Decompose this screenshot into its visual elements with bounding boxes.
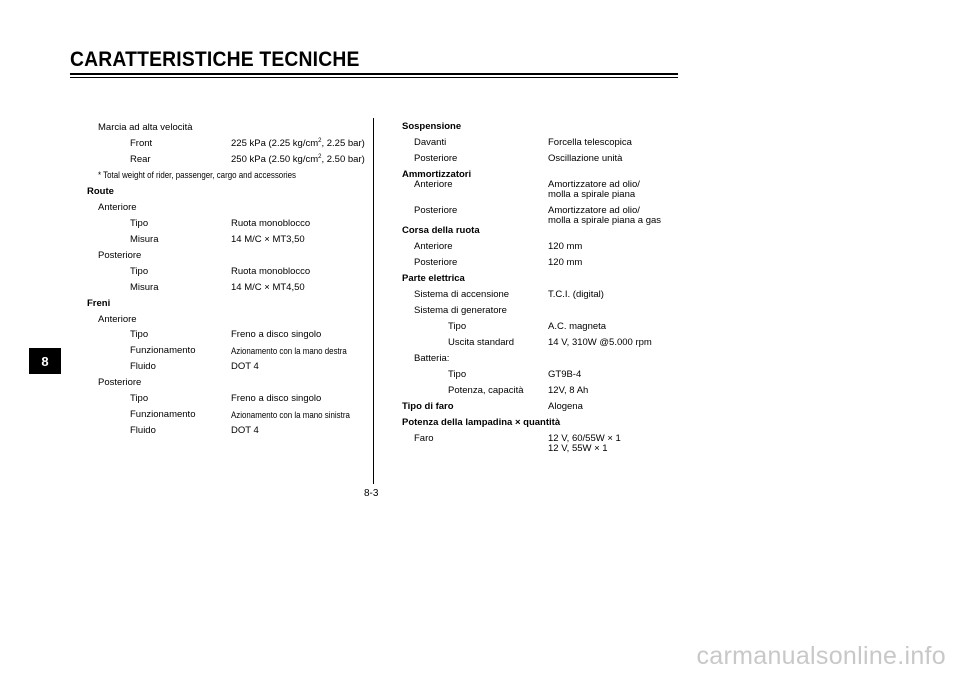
spec-label: Funzionamento bbox=[130, 409, 196, 420]
spec-label: Anteriore bbox=[414, 241, 453, 252]
spec-value: Oscillazione unità bbox=[548, 153, 623, 164]
spec-value: 14 M/C × MT4,50 bbox=[231, 282, 305, 293]
spec-value: GT9B-4 bbox=[548, 369, 582, 380]
section-heading: Freni bbox=[87, 298, 111, 309]
section-heading: Potenza della lampadina × quantità bbox=[402, 417, 561, 428]
section-heading: Tipo di faro bbox=[402, 401, 454, 412]
spec-value: 12 V, 55W × 1 bbox=[548, 443, 608, 454]
spec-label: Sistema di accensione bbox=[414, 289, 510, 300]
header-rule-thick bbox=[70, 73, 678, 75]
spec-label: Funzionamento bbox=[130, 345, 196, 356]
spec-label: Anteriore bbox=[414, 179, 453, 190]
spec-value: Alogena bbox=[548, 401, 583, 412]
spec-label: Misura bbox=[130, 282, 159, 293]
spec-label: Posteriore bbox=[414, 205, 458, 216]
spec-label: Tipo bbox=[448, 369, 467, 380]
spec-label: Tipo bbox=[130, 393, 149, 404]
section-heading: Ammortizzatori bbox=[402, 169, 472, 180]
spec-label: Anteriore bbox=[98, 202, 137, 213]
spec-value: Forcella telescopica bbox=[548, 137, 632, 148]
spec-value: Ruota monoblocco bbox=[231, 266, 311, 277]
chapter-tab: 8 bbox=[29, 348, 61, 374]
spec-value: Ruota monoblocco bbox=[231, 218, 311, 229]
section-heading: Route bbox=[87, 186, 114, 197]
section-heading: Corsa della ruota bbox=[402, 225, 480, 236]
spec-label: Marcia ad alta velocità bbox=[98, 122, 193, 133]
spec-label: Uscita standard bbox=[448, 337, 515, 348]
spec-label: Batteria: bbox=[414, 353, 450, 364]
spec-label: Misura bbox=[130, 234, 159, 245]
spec-value: 12 V, 60/55W × 1 bbox=[548, 433, 621, 444]
spec-value: Azionamento con la mano sinistra bbox=[231, 410, 350, 420]
spec-label: Tipo bbox=[448, 321, 467, 332]
spec-value: 225 kPa (2.25 $kg/cm^2$, 2.25 bar) bbox=[231, 137, 365, 149]
spec-value: molla a spirale piana a gas bbox=[548, 215, 662, 226]
spec-value: Azionamento con la mano destra bbox=[231, 346, 347, 356]
spec-label: Rear bbox=[130, 154, 151, 165]
section-heading: Sospensione bbox=[402, 121, 462, 132]
spec-value: 14 V, 310W @5.000 rpm bbox=[548, 337, 652, 348]
header-rule-thin bbox=[70, 77, 678, 78]
page-number: 8-3 bbox=[364, 488, 379, 499]
spec-value: 14 M/C × MT3,50 bbox=[231, 234, 305, 245]
spec-value: 250 kPa (2.50 $kg/cm^2$, 2.50 bar) bbox=[231, 153, 365, 165]
spec-label: Front bbox=[130, 138, 153, 149]
spec-value: DOT 4 bbox=[231, 361, 259, 372]
spec-label: Davanti bbox=[414, 137, 447, 148]
watermark: carmanualsonline.info bbox=[696, 642, 946, 670]
spec-value: Amortizzatore ad olio/ bbox=[548, 205, 640, 216]
spec-label: Tipo bbox=[130, 266, 149, 277]
spec-value: DOT 4 bbox=[231, 425, 259, 436]
spec-label: Faro bbox=[414, 433, 434, 444]
spec-label: Posteriore bbox=[98, 250, 142, 261]
spec-label: Tipo bbox=[130, 329, 149, 340]
spec-label: Posteriore bbox=[98, 377, 142, 388]
spec-label: Anteriore bbox=[98, 314, 137, 325]
spec-value: Amortizzatore ad olio/ bbox=[548, 179, 640, 190]
spec-value: Freno a disco singolo bbox=[231, 393, 322, 404]
footnote: * Total weight of rider, passenger, cargo and accessories bbox=[98, 170, 296, 180]
spec-value: Freno a disco singolo bbox=[231, 329, 322, 340]
spec-value: A.C. magneta bbox=[548, 321, 607, 332]
section-heading: Parte elettrica bbox=[402, 273, 465, 284]
spec-label: Posteriore bbox=[414, 153, 458, 164]
spec-label: Posteriore bbox=[414, 257, 458, 268]
spec-label: Potenza, capacità bbox=[448, 385, 524, 396]
spec-label: Sistema di generatore bbox=[414, 305, 507, 316]
column-divider bbox=[373, 118, 374, 484]
spec-value: 120 mm bbox=[548, 241, 583, 252]
spec-label: Fluido bbox=[130, 361, 156, 372]
spec-value: 12V, 8 Ah bbox=[548, 385, 589, 396]
spec-label: Tipo bbox=[130, 218, 149, 229]
spec-label: Fluido bbox=[130, 425, 156, 436]
spec-value: T.C.I. (digital) bbox=[548, 289, 604, 300]
page-title: CARATTERISTICHE TECNICHE bbox=[70, 48, 360, 71]
spec-value: molla a spirale piana bbox=[548, 189, 636, 200]
spec-value: 120 mm bbox=[548, 257, 583, 268]
